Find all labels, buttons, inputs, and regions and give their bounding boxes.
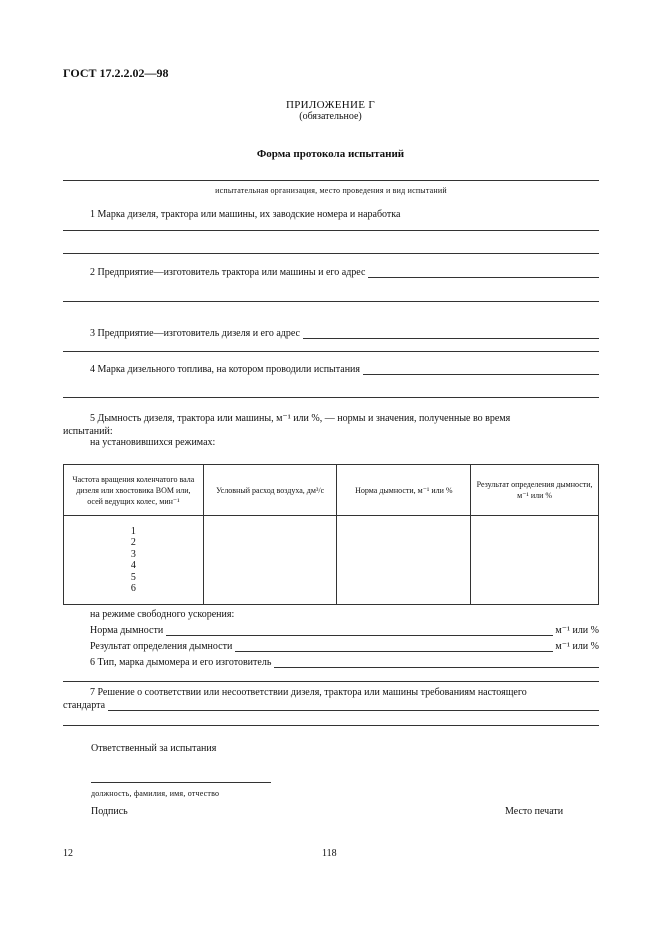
result-label: Результат определения дымности (90, 641, 233, 652)
result-fill (235, 641, 553, 652)
result-cell (471, 516, 599, 605)
row-number: 5 (130, 571, 136, 583)
form-title: Форма протокола испытаний (256, 148, 405, 160)
table-body-row (64, 516, 599, 605)
item-7-line-2: стандарта (63, 700, 106, 711)
org-caption: испытательная организация, место проведения и вид испытаний (215, 186, 447, 195)
item-4-line (63, 397, 599, 398)
item-4-label: 4 Марка дизельного топлива, на котором проводили испытания (90, 364, 360, 375)
appendix-subtitle: (обязательное) (299, 111, 362, 122)
item-4-field (63, 364, 599, 375)
norm-field (90, 625, 599, 636)
norm-fill (166, 625, 553, 636)
item-5-line-2: испытаний: (63, 426, 113, 437)
item-7-field (63, 700, 599, 711)
item-2-line (63, 301, 599, 302)
row-number: 4 (130, 560, 136, 571)
item-7-fill (108, 700, 599, 711)
result-unit: м⁻¹ или % (555, 641, 599, 652)
responsible-label: Ответственный за испытания (91, 743, 217, 754)
document-code: ГОСТ 17.2.2.02—98 (63, 66, 169, 80)
header-air-flow: Условный расход воздуха, дм³/с (203, 465, 337, 516)
steady-modes-label: на установившихся режимах: (90, 437, 216, 448)
signature-label: Подпись (91, 806, 128, 817)
item-6-label: 6 Тип, марка дымомера и его изготовитель (90, 657, 272, 668)
item-5-text (63, 412, 599, 438)
header-rpm: Частота вращения коленчатого вала дизеля или хвостовика ВОМ или, осей ведущих колес, мин⁻¹ (64, 465, 204, 516)
row-number: 6 (130, 583, 136, 594)
item-3-label: 3 Предприятие—изготовитель дизеля и его адрес (90, 328, 300, 339)
item-1-label: 1 Марка дизеля, трактора или машины, их заводские номера и наработка (90, 209, 401, 220)
norm-cell (337, 516, 471, 605)
row-number: 3 (130, 548, 136, 560)
norm-unit: м⁻¹ или % (555, 625, 599, 636)
item-2-field (63, 267, 599, 278)
rpm-cell (64, 516, 204, 605)
result-field (90, 641, 599, 652)
free-accel-label: на режиме свободного ускорения: (90, 609, 235, 620)
item-2-label: 2 Предприятие—изготовитель трактора или машины и его адрес (90, 267, 366, 278)
item-3-fill (303, 328, 599, 339)
item-6-fill (274, 657, 599, 668)
appendix-title: ПРИЛОЖЕНИЕ Г (285, 99, 376, 111)
item-4-fill (363, 364, 599, 375)
position-caption: должность, фамилия, имя, отчество (91, 789, 220, 798)
page-number-center: 118 (322, 848, 337, 859)
row-number: 2 (130, 537, 136, 548)
org-fill-line (63, 180, 599, 181)
results-table (63, 464, 599, 605)
position-fill-line (91, 782, 271, 783)
norm-label: Норма дымности (90, 625, 164, 636)
seal-label: Место печати (505, 806, 564, 817)
item-2-fill (368, 267, 599, 278)
item-6-line (63, 681, 599, 682)
item-7-line-1: 7 Решение о соответствии или несоответствии дизеля, трактора или машины требованиям настоящего (90, 687, 527, 698)
air-flow-cell (203, 516, 337, 605)
table-header-row (64, 465, 599, 516)
item-6-field (90, 657, 599, 668)
item-1-line-b (63, 253, 599, 254)
item-5-line-1: 5 Дымность дизеля, трактора или машины, м⁻¹ или %, — нормы и значения, полученные во время (90, 413, 511, 424)
header-norm: Норма дымности, м⁻¹ или % (337, 465, 471, 516)
page-number-left: 12 (63, 848, 73, 859)
item-1-line-a (63, 230, 599, 231)
item-3-field (63, 328, 599, 339)
item-7-text (63, 686, 599, 699)
row-number: 1 (130, 525, 136, 537)
header-result: Результат определения дымности, м⁻¹ или % (471, 465, 599, 516)
item-7-line (63, 725, 599, 726)
item-3-line (63, 351, 599, 352)
